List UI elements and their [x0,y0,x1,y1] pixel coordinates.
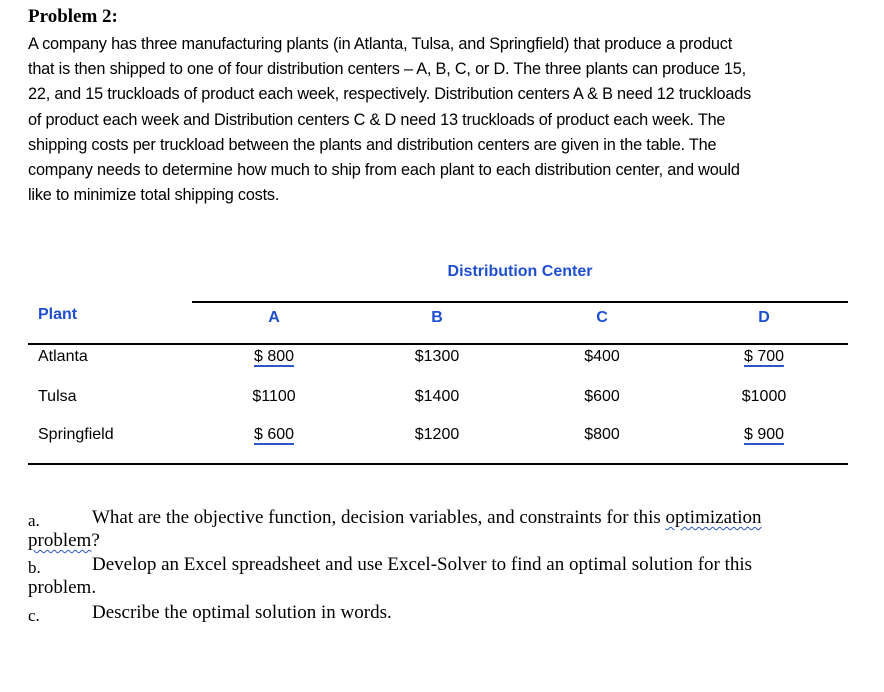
statement-line: shipping costs per truckload between the plants and distribution centers are given in the table. The [28,135,717,154]
plant-column-header: Plant [38,306,78,323]
statement-line: A company has three manufacturing plants (in Atlanta, Tulsa, and Springfield) that produce a product [28,35,733,53]
cost-cell: $1300 [414,348,460,365]
column-header-b: B [431,309,443,326]
question-a-text-line2 [28,530,100,552]
row-plant-tulsa: Tulsa [38,388,77,405]
statement-line: that is then shipped to one of four distribution centers – A, B, C, or D. The three plants can produce 15, [28,60,746,79]
table-top-rule [192,301,848,303]
row-plant-atlanta: Atlanta [38,348,88,365]
statement-line: 22, and 15 truckloads of product each week, respectively. Distribution centers A & B need 12 truckloads [28,85,752,104]
question-b-line1: Develop an Excel spreadsheet and use Excel-Solver to find an optimal solution for this [92,554,753,575]
statement-line: company needs to determine how much to ship from each plant to each distribution center, and would [28,161,740,180]
row-plant-springfield: Springfield [38,426,114,443]
cost-cell: $400 [584,348,620,365]
question-a-line1: What are the objective function, decision variables, and constraints for this [92,507,661,528]
cost-cell: $600 [584,388,620,405]
cost-cell: $800 [584,426,620,443]
cost-cell: $1000 [741,388,787,405]
question-c-label: c. [28,606,40,625]
column-header-d: D [758,309,770,326]
cost-cell: $ 800 [253,348,295,365]
question-b-line2: problem. [28,577,97,598]
spellcheck-word: problem [28,530,92,551]
cost-cell: $ 600 [253,426,295,443]
table-bottom-rule [28,463,848,465]
spellcheck-word: optimization [665,507,762,528]
question-c-line1: Describe the optimal solution in words. [92,602,392,623]
header-rule [28,343,848,345]
statement-line: like to minimize total shipping costs. [28,186,280,205]
column-header-c: C [596,309,608,326]
question-a-text [92,507,762,529]
column-header-a: A [268,309,280,326]
question-mark: ? [91,530,100,551]
problem-statement [28,32,858,208]
cost-cell: $1200 [414,426,460,443]
distribution-center-header: Distribution Center [447,263,593,280]
problem-title: Problem 2: [28,6,118,27]
statement-line: of product each week and Distribution centers C & D need 13 truckloads of product each week. The [28,110,726,129]
cost-cell: $ 900 [743,426,785,443]
cost-cell: $1100 [252,388,296,405]
question-a-label: a. [28,511,40,530]
cost-cell: $1400 [414,388,460,405]
question-b-label: b. [28,558,41,577]
cost-cell: $ 700 [743,348,785,365]
